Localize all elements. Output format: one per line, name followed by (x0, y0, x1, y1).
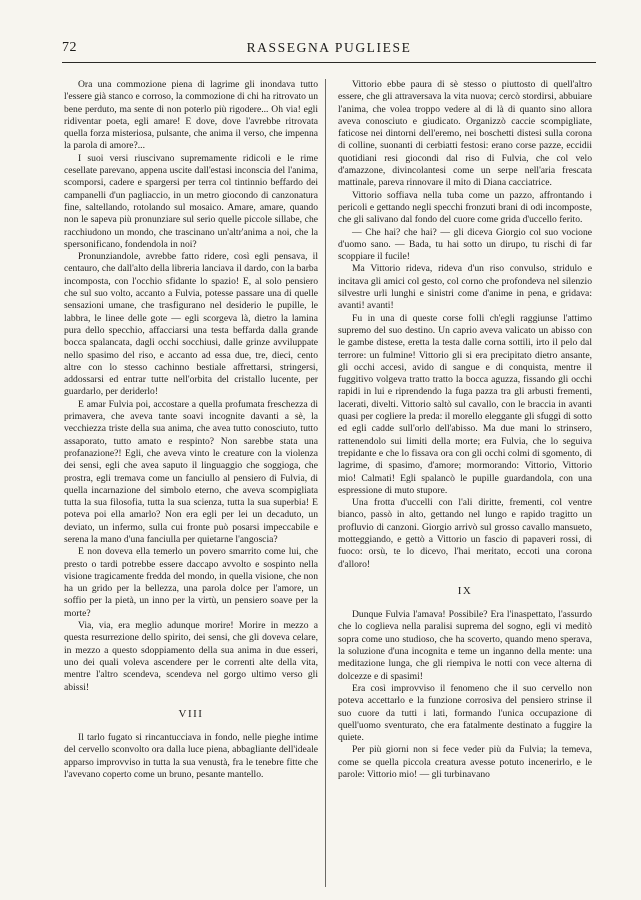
paragraph: Per più giorni non si fece veder più da Fulvia; la temeva, come se quella piccola creatura avesse potuto incenerirlo, e le parole: Vittorio mio! — gli turbinavano (338, 744, 592, 781)
column-divider (325, 79, 326, 887)
paragraph: — Che hai? che hai? — gli diceva Giorgio col suo vocione d'uomo sano. — Bada, tu hai sotto un dirupo, tu rischi di far scoppiare il fucile! (338, 226, 592, 263)
page-header (62, 40, 596, 62)
paragraph: E non doveva ella temerlo un povero smarrito come lui, che presto o tardi potrebbe essere daccapo avvolto e sospinto nella visione tragicamente fredda del mondo, in quella visione, che non ha un grido per la bellezza, una parola dolce per l'amore, un soffio per la pietà, un inno per la virtù, un pensiero soave per la morte? (64, 546, 318, 619)
paragraph: Fu in una di queste corse folli ch'egli raggiunse l'attimo supremo del suo destino. Un caprio aveva valicato un abisso con le gambe distese, eretta la testa dalle corna sottili, irto il pelo dal terrore: un fulmine! Vittorio gli si era precipitato dietro ansante, gli occhi accesi, avido di sangue e di conquista, mentre il fuggitivo volgeva tratto tratto la bocca aguzza, fissando gli occhi rapidi in lui e riprendendo la fuga pazza tra gli arbusti frementi, lacerati, divelti. Vittorio saltò sul cavallo, con le braccia in avanti quasi per cogliere la preda: il morello eleggante gli sfuggì di sotto ed egli cadde sull'orlo dell'abisso. Ma due mani lo strinsero, rattenendolo sui limiti della morte; era Fulvia, che lo seguiva trepidante e che lo fissava ora con gli occhi colmi di sgomento, di lagrime, di spasimo, d'amore; mormorando: Vittorio, Vittorio mio! Calmati! Egli spalancò le pupille guardandola, con una espressione di muto stupore. (338, 312, 592, 496)
section-heading: VIII (178, 707, 204, 720)
paragraph: Era così improvviso il fenomeno che il suo cervello non poteva accettarlo e la funzione corrosiva del pensiero strinse il suo cuore da tutti i lati, formando l'unica occupazione di quell'uomo sventurato, che era fatalmente destinato a fuggire la quiete. (338, 682, 592, 744)
paragraph: Vittorio soffiava nella tuba come un pazzo, affrontando i pericoli e gettando negli specchi fronzuti brani di odi incomposte, che gli salivano dal fondo del cuore come grida d'uccello ferito. (338, 189, 592, 226)
header-rule (62, 62, 596, 63)
paragraph: Vittorio ebbe paura di sè stesso o piuttosto di quell'altro essere, che gli attraversava la vita nuova; cercò stordirsi, abbuiare l'anima, che volea troppo vedere al di là di quanto sino allora aveva conosciuto e giudicato. Organizzò caccie scompigliate, faticose nei dintorni dell'eremo, nei boschetti distesi sulla corona di colline, suonanti di cerbiatti festosi: erano corse pazze, eccidii quotidiani resi giocondi dal riso di Fulvia, che col velo d'amazzone, divincolantesi come un serpe nell'aria frescata mattinale, pareva rinnovare il mito di Diana cacciatrice. (338, 79, 592, 189)
paragraph: Dunque Fulvia l'amava! Possibile? Era l'inaspettato, l'assurdo che lo coglieva nella paralisi suprema del sogno, egli vi meditò sopra come uno studioso, che ha scoverto, quando meno sperava, la soluzione d'una incognita e teme un inganno della mente: una meditazione lunga, che gli riempiva le notti con vece alterna di dolcezze e di spasimi! (338, 609, 592, 682)
left-column (64, 79, 318, 781)
paragraph: I suoi versi riuscivano supremamente ridicoli e le rime cesellate parevano, appena uscite dall'estasi inconscia del l'anima, scomporsi, cadere e spargersi per terra col tintinnio beffardo dei campanelli d'un pagliaccio, in un metro giocondo di canzonatura fine, saltellando, rotolando sul mosaico. Amare, amare, quando non le sapeva più pronunziare sul serio quelle piccole sillabe, che racchiudono un mondo, che trascinano un'altr'anima a noi, che la spersonificano, fondendola in noi? (64, 152, 318, 250)
paragraph: E amar Fulvia poi, accostare a quella profumata freschezza di primavera, che aveva tante soavi incognite davanti a sè, la vecchiezza triste della sua anima, che avea tutto conosciuto, tutto assaporato, tutto amato e respinto? Non sarebbe stata una profanazione?! Egli, che aveva vinto le creature con la violenza dei sensi, egli che avea saputo il linguaggio che soggioga, che prostra, egli tremava come un fanciullo al pensiero di Fulvia, di quella incarnazione del simbolo eterno, che aveva scompigliata tutta la sua filosofia, tutta la sua scienza, tutta la sua superbia! E poteva poi ella amarlo? Non era egli per lei un decaduto, un deviato, un infermo, sulla cui fronte può posarsi impeccabile e serena la mano d'una fanciulla per quietarne l'angoscia? (64, 398, 318, 545)
running-title: RASSEGNA PUGLIESE (246, 40, 412, 55)
paragraph: Ora una commozione piena di lagrime gli inondava tutto l'essere già stanco e corroso, la commozione di chi ha ritrovato un bene perduto, ma sente di non poterlo più rigodere... Oh via! egli ridiventar poeta, egli amare! E dove, dove l'avrebbe ritrovata quella forza misteriosa, pulsante, che anima il verso, che impenna la parola di amore?... (64, 79, 318, 152)
right-column (338, 79, 592, 781)
paragraph: Pronunziandole, avrebbe fatto ridere, così egli pensava, il centauro, che dall'alto della libreria lanciava il dardo, con la barba incomposta, con l'occhio sfidante lo spazio! E, al solo pensiero che sul suo volto, accanto a Fulvia, potesse passare una di quelle sensazioni umane, che trasfigurano nel desiderio le pupille, le labbra, le linee delle gote — egli scorgeva là, dietro la lamina pura dello specchio, affacciarsi una testa beffarda dalla grande bocca spalancata, dagli occhi socchiusi, dalle grinze avviluppate nello spasimo del riso, e accanto ad essa due, tre, dieci, cento altre con lo stesso cachinno bestiale affrettarsi, stringersi, addossarsi ed entrar tutte nell'orbita del cristallo lucente, per guardarlo, per deriderlo! (64, 251, 318, 398)
paragraph: Via, via, era meglio adunque morire! Morire in mezzo a questa resurrezione dello spirito, dei sensi, che gli doveva celare, in mezzo a questo sdoppiamento della sua anima in due esseri, uno dei quali voleva ascendere per le correnti alte della vita, mentre l'altro scendeva, scendeva nel gorgo ultimo verso gli abissi! (64, 620, 318, 693)
paragraph: Una frotta d'uccelli con l'ali diritte, frementi, col ventre bianco, passò in alto, gettando nel lungo e rapido tragitto un profluvio di canzoni. Giorgio arrivò sul grosso cavallo mansueto, motteggiando, e gettò a Vittorio un fascio di papaveri rossi, di fuoco: orsù, te lo dicevo, l'hai meritato, eccoti una corona d'alloro! (338, 497, 592, 570)
paragraph: Ma Vittorio rideva, rideva d'un riso convulso, stridulo e incitava gli amici col gesto, col corno che profondeva nel silenzio silvestre urli lunghi e sinistri come d'anime in pena, e gridava: avanti! avanti! (338, 263, 592, 312)
section-heading: IX (457, 584, 473, 597)
paragraph: Il tarlo fugato si rincantucciava in fondo, nelle pieghe intime del cervello sconvolto ora dalla luce piena, abbagliante dell'ideale apparso improvviso in tutta la sua venustà, fra le tenebre fitte che l'avevano coperto come un bruno, pesante mantello. (64, 732, 318, 781)
page-number: 72 (62, 40, 77, 55)
